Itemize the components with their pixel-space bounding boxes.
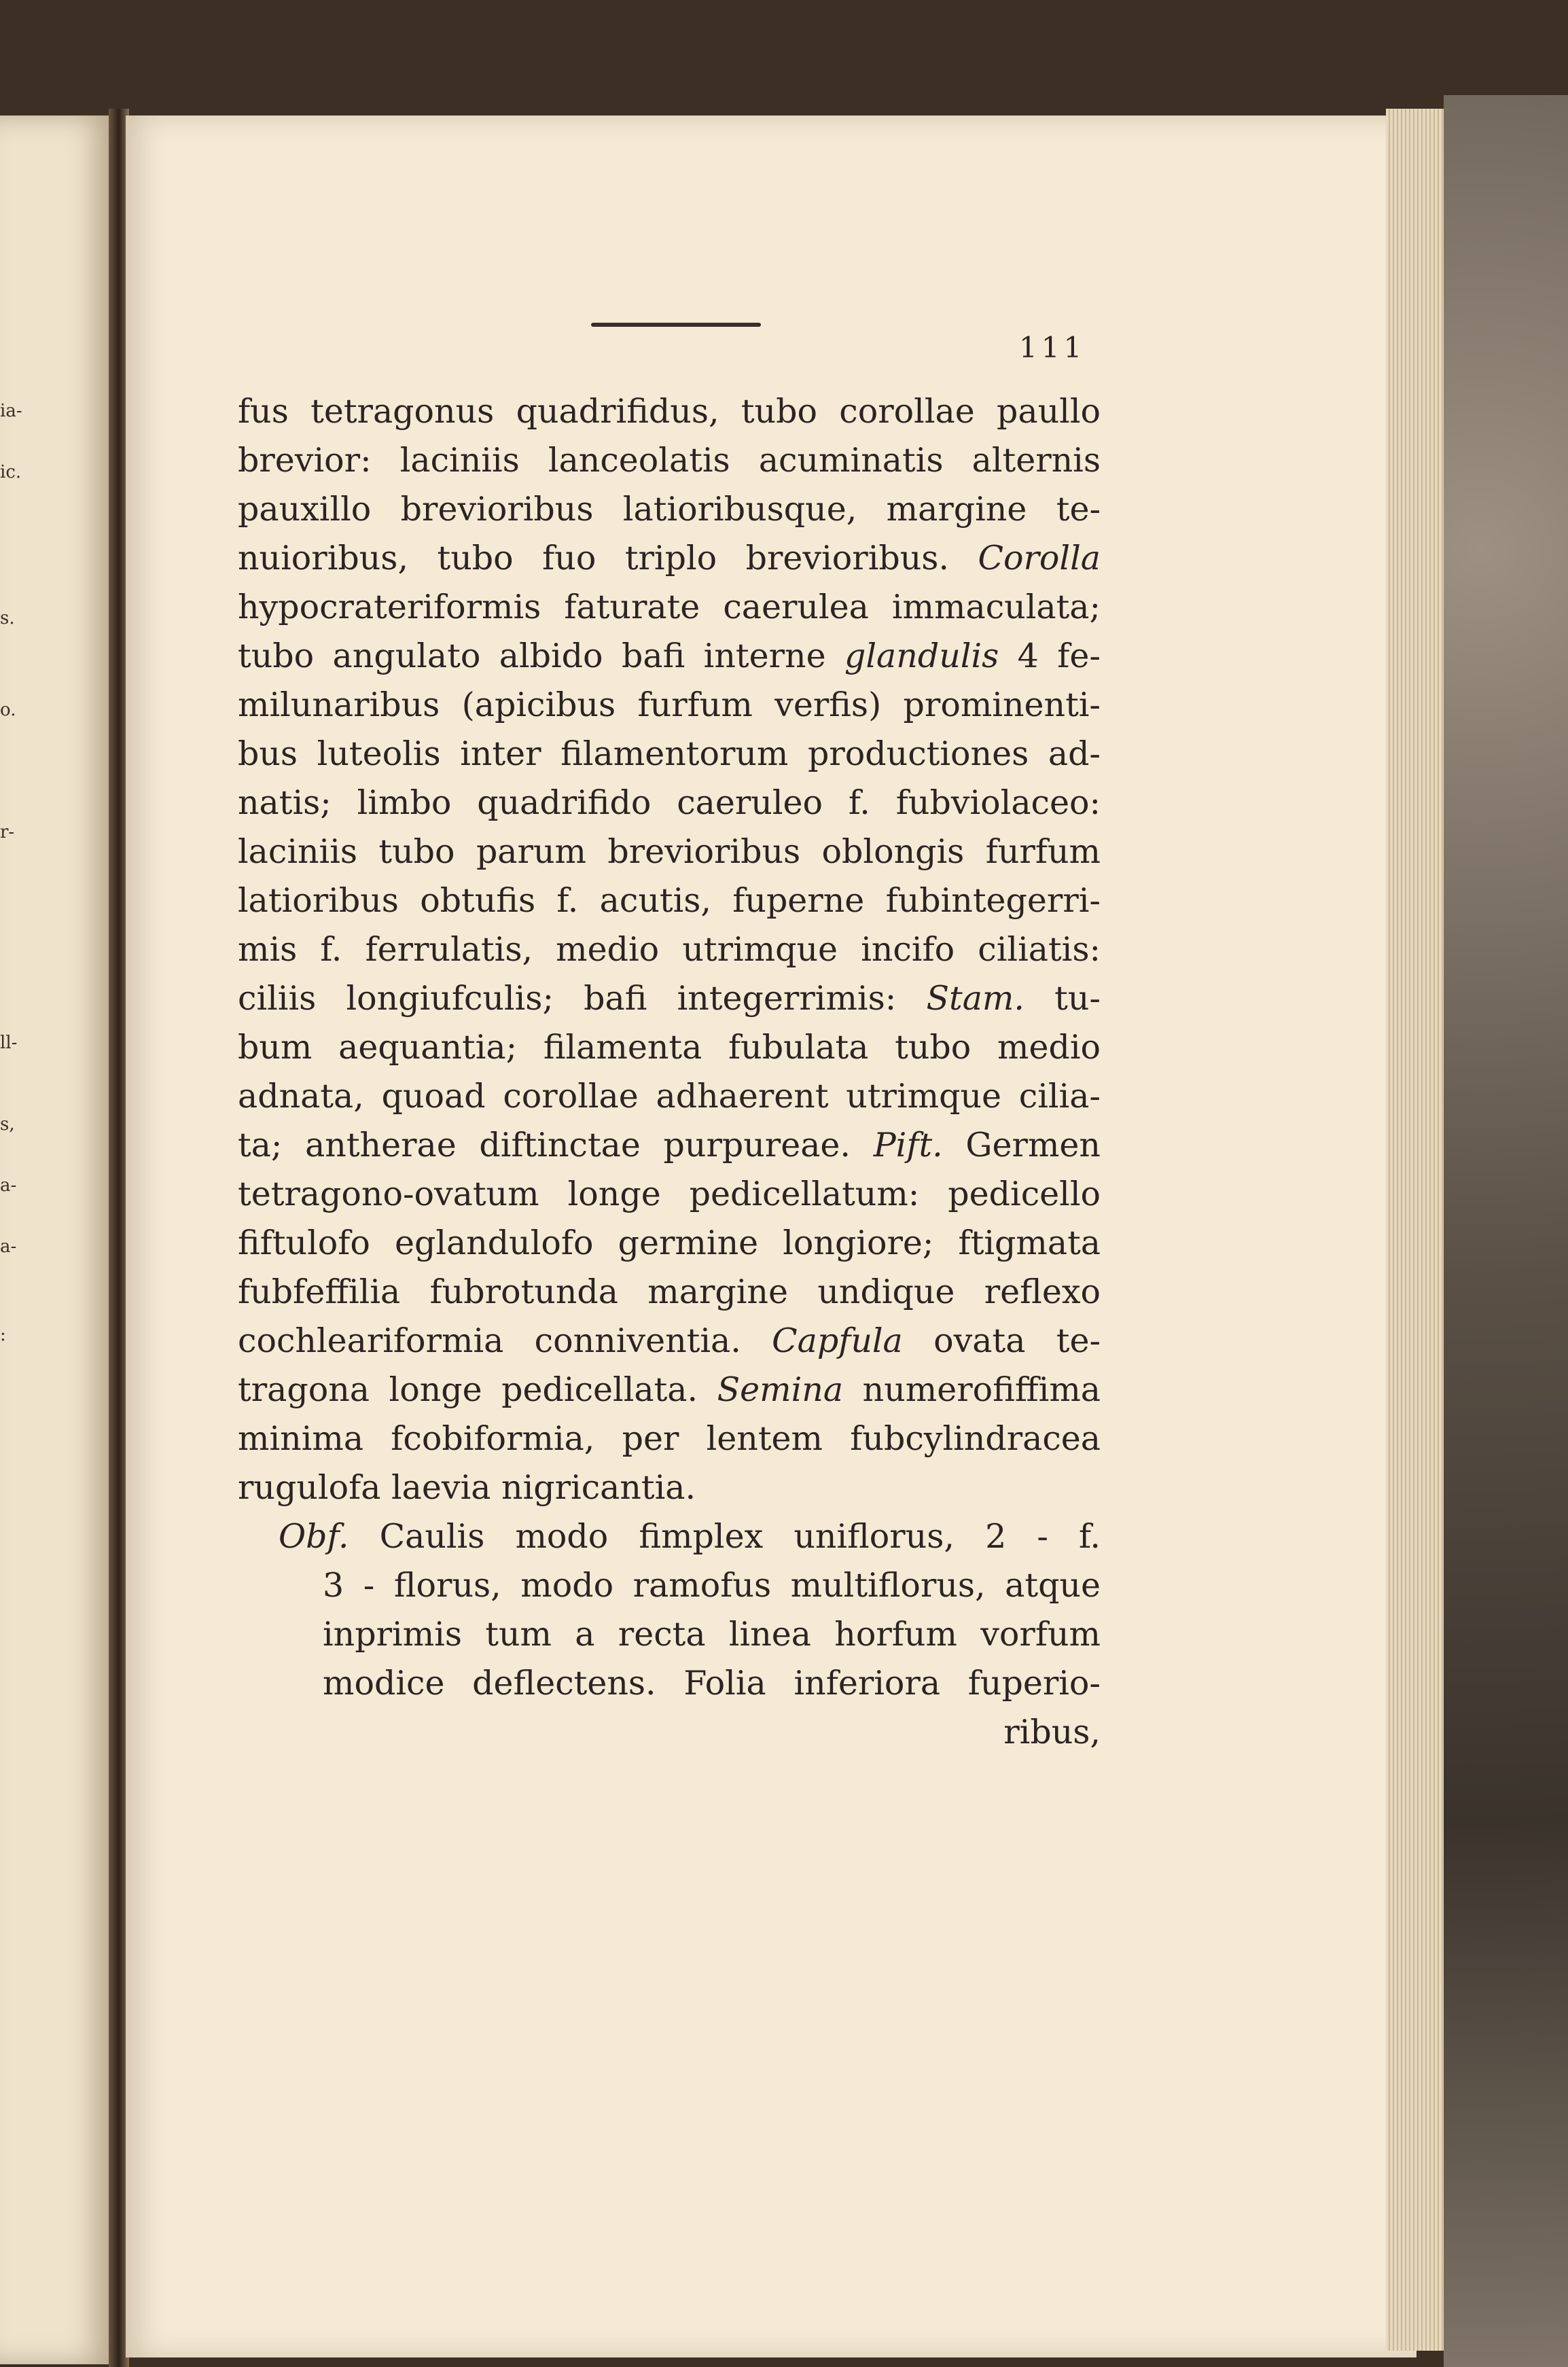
text-line: milunaribus (apicibus furfum verfis) prominenti- — [238, 686, 1101, 724]
margin-fragment: r- — [0, 822, 15, 842]
margin-fragment: s, — [0, 1114, 15, 1135]
text-line: Obf. Caulis modo fimplex uniflorus, 2 - f. — [279, 1517, 1101, 1556]
catchword: ribus, — [1003, 1713, 1101, 1751]
text-line: natis; limbo quadrifido caeruleo f. fubviolaceo: — [238, 783, 1101, 822]
text-line: hypocrateriformis faturate caerulea immaculata; — [238, 588, 1101, 626]
margin-fragment: ll- — [0, 1033, 18, 1053]
text-line: minima fcobiformia, per lentem fubcylindracea — [238, 1419, 1101, 1458]
text-line: mis f. ferrulatis, medio utrimque incifo ciliatis: — [238, 930, 1101, 969]
text-line: inprimis tum a recta linea horfum vorfum — [323, 1615, 1101, 1654]
text-line: fubfeffilia fubrotunda margine undique reflexo — [238, 1273, 1101, 1311]
text-line: tetragono-ovatum longe pedicellatum: pedicello — [238, 1175, 1101, 1213]
margin-fragment: s. — [0, 608, 15, 628]
text-line: bum aequantia; filamenta fubulata tubo medio — [238, 1028, 1101, 1067]
text-line: laciniis tubo parum brevioribus oblongis furfum — [238, 832, 1101, 871]
margin-fragment: a- — [0, 1236, 17, 1257]
page-edges — [1386, 109, 1447, 2351]
text-line: fiftulofo eglandulofo germine longiore; ftigmata — [238, 1224, 1101, 1262]
text-line: modice deflectens. Folia inferiora fuperio- — [323, 1664, 1101, 1703]
text-line: nuioribus, tubo fuo triplo brevioribus. Corolla — [238, 539, 1101, 577]
margin-fragment: : — [0, 1325, 6, 1345]
text-line: rugulofa laevia nigricantia. — [238, 1468, 696, 1507]
body-text — [238, 387, 1101, 1757]
text-line: bus luteolis inter filamentorum productiones ad- — [238, 734, 1101, 773]
text-line: tubo angulato albido bafi interne glandulis 4 fe- — [238, 637, 1101, 675]
text-line: cochleariformia conniventia. Capfula ovata te- — [238, 1321, 1101, 1360]
text-line: adnata, quoad corollae adhaerent utrimque cilia- — [238, 1077, 1101, 1116]
margin-fragment: ia- — [0, 401, 22, 421]
left-page — [0, 115, 115, 2364]
page-number: 111 — [1019, 331, 1086, 364]
text-line: ciliis longiufculis; bafi integerrimis: Stam. tu- — [238, 979, 1101, 1018]
text-line: latioribus obtufis f. acutis, fuperne fubintegerri- — [238, 881, 1101, 920]
text-line: brevior: laciniis lanceolatis acuminatis alternis — [238, 441, 1101, 480]
margin-fragment: a- — [0, 1175, 17, 1196]
margin-fragment: o. — [0, 700, 16, 720]
marbled-cover — [1444, 95, 1568, 2367]
text-line: tragona longe pedicellata. Semina numerofiffima — [238, 1370, 1101, 1409]
text-line: fus tetragonus quadrifidus, tubo corollae paullo — [238, 392, 1101, 431]
text-line: pauxillo brevioribus latioribusque, margine te- — [238, 490, 1101, 529]
header-rule — [591, 323, 761, 327]
text-line: ta; antherae diftinctae purpureae. Pift. Germen — [238, 1126, 1101, 1164]
margin-fragment: ic. — [0, 462, 22, 482]
text-line: 3 - florus, modo ramofus multiflorus, atque — [323, 1566, 1101, 1605]
